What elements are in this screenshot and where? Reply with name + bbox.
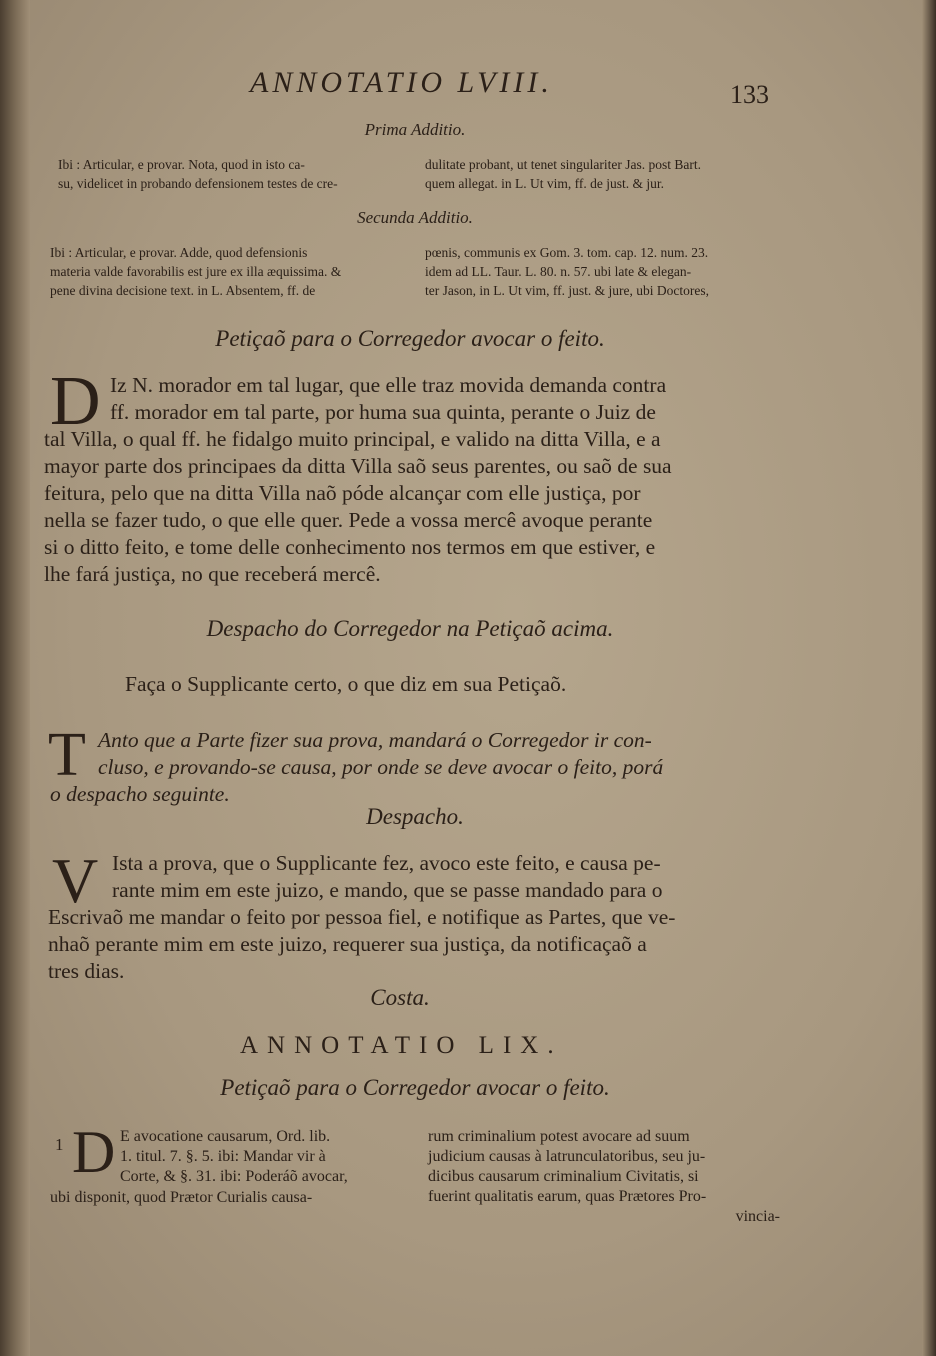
annotatio-lix-left [50,1188,410,1208]
drop-cap: T [48,721,86,789]
drop-cap: D [50,363,101,440]
peticao-text [44,426,784,588]
text-line: fuerint qualitatis earum, quas Prætores Pro- [428,1188,707,1205]
text-line: Anto que a Parte fizer sua prova, mandará o Corregedor ir con- [98,728,652,752]
note-line: pene divina decisione text. in L. Absentem, ff. de [50,283,316,298]
secunda-additio-heading: Secunda Additio. [357,208,473,227]
peticao-text-indented [110,372,780,426]
catchword: vincia- [735,1208,780,1225]
text-line: tres dias. [48,959,125,983]
drop-cap: V [52,845,99,916]
text-line: si o ditto feito, e tome delle conhecimento nos termos em que estiver, e [44,535,656,559]
running-title: ANNOTATIO LVIII. [250,66,553,99]
paragraph-number: 1 [55,1135,64,1154]
page-number: 133 [730,80,769,109]
prima-additio-heading: Prima Additio. [364,120,466,139]
secunda-additio-right-column [425,243,785,300]
text-line: judicium causas à latrunculatoribus, seu ju- [428,1148,706,1165]
signature-costa: Costa. [370,985,430,1010]
text-line: feitura, pelo que na ditta Villa naõ póde alcançar com elle justiça, por [44,481,641,505]
text-line: nella se fazer tudo, o que elle quer. Pede a vossa mercê avoque perante [44,508,653,532]
note-line: Ibi : Articular, e provar. Nota, quod in isto ca- [58,157,305,172]
page-edge [922,0,936,1356]
note-line: idem ad LL. Taur. L. 80. n. 57. ubi late & elegan- [425,264,692,279]
text-line: Escrivaõ me mandar o feito por pessoa fiel, e notifique as Partes, que ve- [48,905,676,929]
text-line: lhe fará justiça, no que receberá mercê. [44,562,381,586]
despacho-title: Despacho do Corregedor na Petiçaõ acima. [206,616,614,641]
text-line: Corte, & §. 31. ibi: Poderáõ avocar, [120,1168,348,1185]
peticao-title: Petiçaõ para o Corregedor avocar o feito. [215,326,605,351]
text-line: ubi disponit, quod Prætor Curialis causa- [50,1189,313,1206]
annotatio-lix-right [428,1127,788,1227]
despacho-text: Faça o Supplicante certo, o que diz em sua Petiçaõ. [125,672,567,696]
text-line: Iz N. morador em tal lugar, que elle traz movida demanda contra [110,373,667,397]
note-line: ter Jason, in L. Ut vim, ff. just. & jure, ubi Doctores, [425,283,709,298]
annotatio-lix-subtitle: Petiçaõ para o Corregedor avocar o feito. [220,1075,610,1100]
despacho-body-indented [112,850,792,904]
text-line: 1. titul. 7. §. 5. ibi: Mandar vir à [120,1148,326,1165]
text-line: o despacho seguinte. [50,782,230,806]
note-line: materia valde favorabilis est jure ex illa æquissima. & [50,264,342,279]
tanto-text-indented [98,727,788,781]
annotatio-lix-title: ANNOTATIO LIX. [240,1032,563,1059]
text-line: ff. morador em tal parte, por huma sua quinta, perante o Juiz de [110,400,656,424]
prima-additio-left-column [58,155,403,193]
text-line: dicibus causarum criminalium Civitatis, si [428,1168,699,1185]
annotatio-lix-left-indented [120,1127,410,1187]
text-line: Ista a prova, que o Supplicante fez, avoco este feito, e causa pe- [112,851,661,875]
note-line: pœnis, communis ex Gom. 3. tom. cap. 12. num. 23. [425,245,709,260]
despacho-body [48,904,788,985]
despacho-heading: Despacho. [366,804,464,829]
note-line: Ibi : Articular, e provar. Adde, quod defensionis [50,245,308,260]
text-line: nhaõ perante mim em este juizo, requerer sua justiça, da notificaçaõ a [48,932,647,956]
secunda-additio-left-column [50,243,405,300]
drop-cap: D [72,1119,116,1185]
note-line: su, videlicet in probando defensionem testes de cre- [58,176,338,191]
text-line: rum criminalium potest avocare ad suum [428,1128,690,1145]
note-line: dulitate probant, ut tenet singulariter Jas. post Bart. [425,157,701,172]
note-line: quem allegat. in L. Ut vim, ff. de just. & jur. [425,176,664,191]
text-line: E avocatione causarum, Ord. lib. [120,1128,331,1145]
text-line: cluso, e provando-se causa, por onde se deve avocar o feito, porá [98,755,664,779]
text-line: tal Villa, o qual ff. he fidalgo muito principal, e valido na ditta Villa, e a [44,427,661,451]
text-line: rante mim em este juizo, e mando, que se passe mandado para o [112,878,663,902]
prima-additio-right-column [425,155,775,193]
binding-gutter [0,0,30,1356]
text-line: mayor parte dos principaes da ditta Villa saõ seus parentes, ou saõ de sua [44,454,672,478]
